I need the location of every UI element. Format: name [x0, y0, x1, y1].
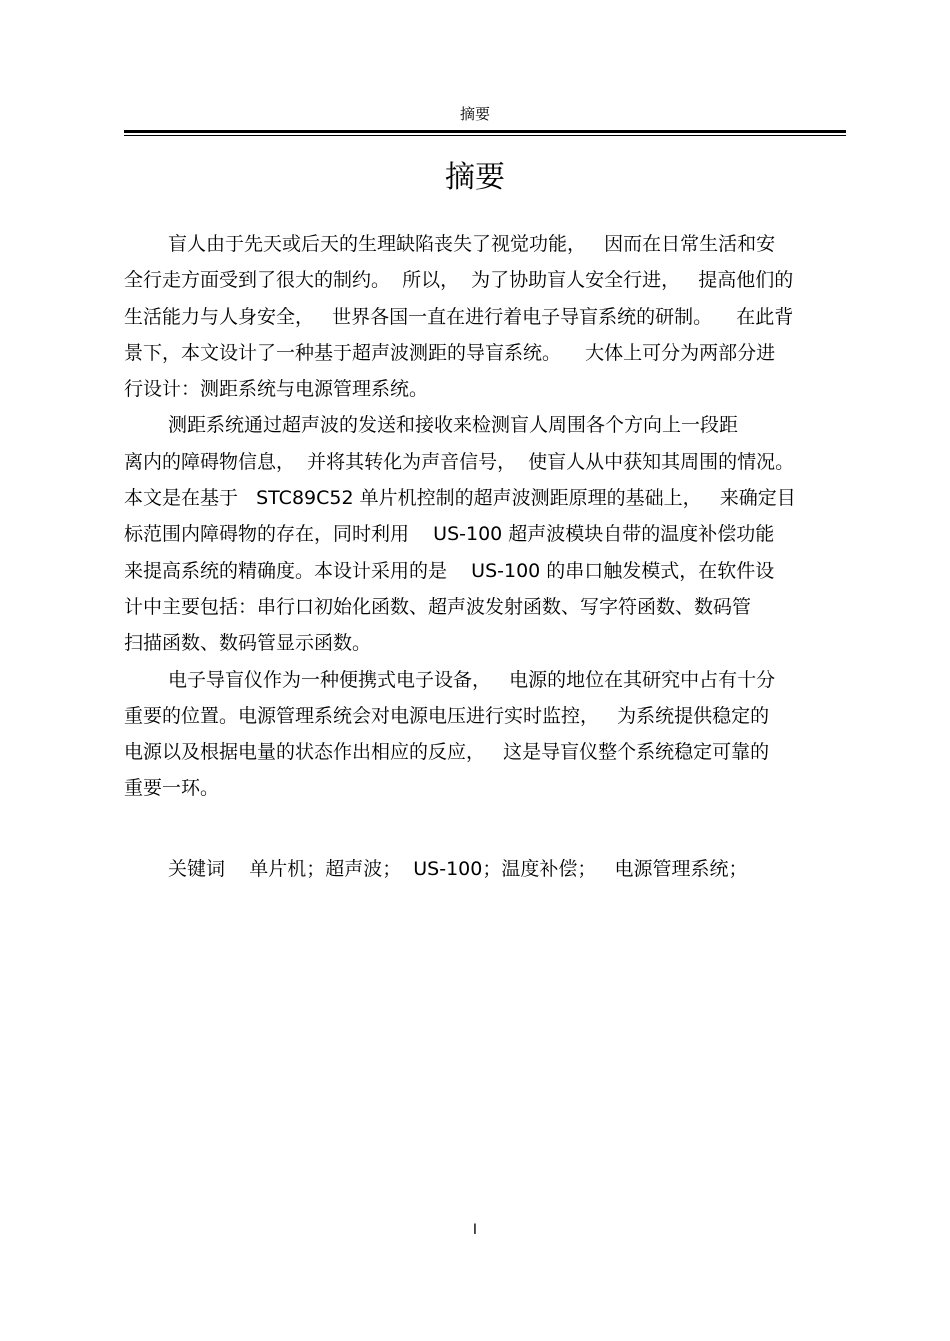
- text-line: 扫描函数、数码管显示函数。: [124, 632, 372, 655]
- header-rule-thick: [124, 130, 846, 133]
- text-line: 电子导盲仪作为一种便携式电子设备， 电源的地位在其研究中占有十分: [168, 668, 776, 691]
- text-line: 景下，本文设计了一种基于超声波测距的导盲系统。 大体上可分为两部分进: [124, 341, 776, 364]
- header-rule-thin: [124, 135, 846, 136]
- keywords-label: 关键词: [168, 858, 226, 880]
- running-header: 摘要: [459, 105, 490, 123]
- page-number: I: [472, 1222, 478, 1238]
- paragraph-2: [124, 407, 844, 661]
- text-line: 重要一环。: [124, 777, 220, 800]
- text-line: 测距系统通过超声波的发送和接收来检测盲人周围各个方向上一段距: [168, 414, 739, 437]
- text-line: 全行走方面受到了很大的制约。 所以， 为了协助盲人安全行进， 提高他们的: [124, 269, 794, 292]
- text-line: 标范围内障碍物的存在，同时利用 US-100 超声波模块自带的温度补偿功能: [124, 523, 775, 546]
- page-title: 摘要: [445, 160, 505, 195]
- text-line: 计中主要包括：串行口初始化函数、超声波发射函数、写字符函数、数码管: [124, 595, 752, 618]
- abstract-body: [124, 226, 844, 807]
- paragraph-3: [124, 662, 844, 807]
- text-line: 电源以及根据电量的状态作出相应的反应， 这是导盲仪整个系统稳定可靠的: [124, 741, 770, 764]
- text-line: 重要的位置。电源管理系统会对电源电压进行实时监控， 为系统提供稳定的: [124, 704, 770, 727]
- keywords-line: [168, 851, 848, 887]
- text-line: 来提高系统的精确度。本设计采用的是 US-100 的串口触发模式，在软件设: [124, 559, 775, 582]
- text-line: 本文是在基于 STC89C52 单片机控制的超声波测距原理的基础上， 来确定目: [124, 487, 796, 510]
- paragraph-1: [124, 226, 844, 407]
- text-line: 生活能力与人身安全， 世界各国一直在进行着电子导盲系统的研制。 在此背: [124, 305, 794, 328]
- text-line: 行设计：测距系统与电源管理系统。: [124, 378, 429, 401]
- keywords-terms: 单片机；超声波； US-100；温度补偿； 电源管理系统；: [249, 858, 748, 880]
- text-line: 离内的障碍物信息， 并将其转化为声音信号， 使盲人从中获知其周围的情况。: [124, 450, 795, 473]
- text-line: 盲人由于先天或后天的生理缺陷丧失了视觉功能， 因而在日常生活和安: [168, 233, 776, 255]
